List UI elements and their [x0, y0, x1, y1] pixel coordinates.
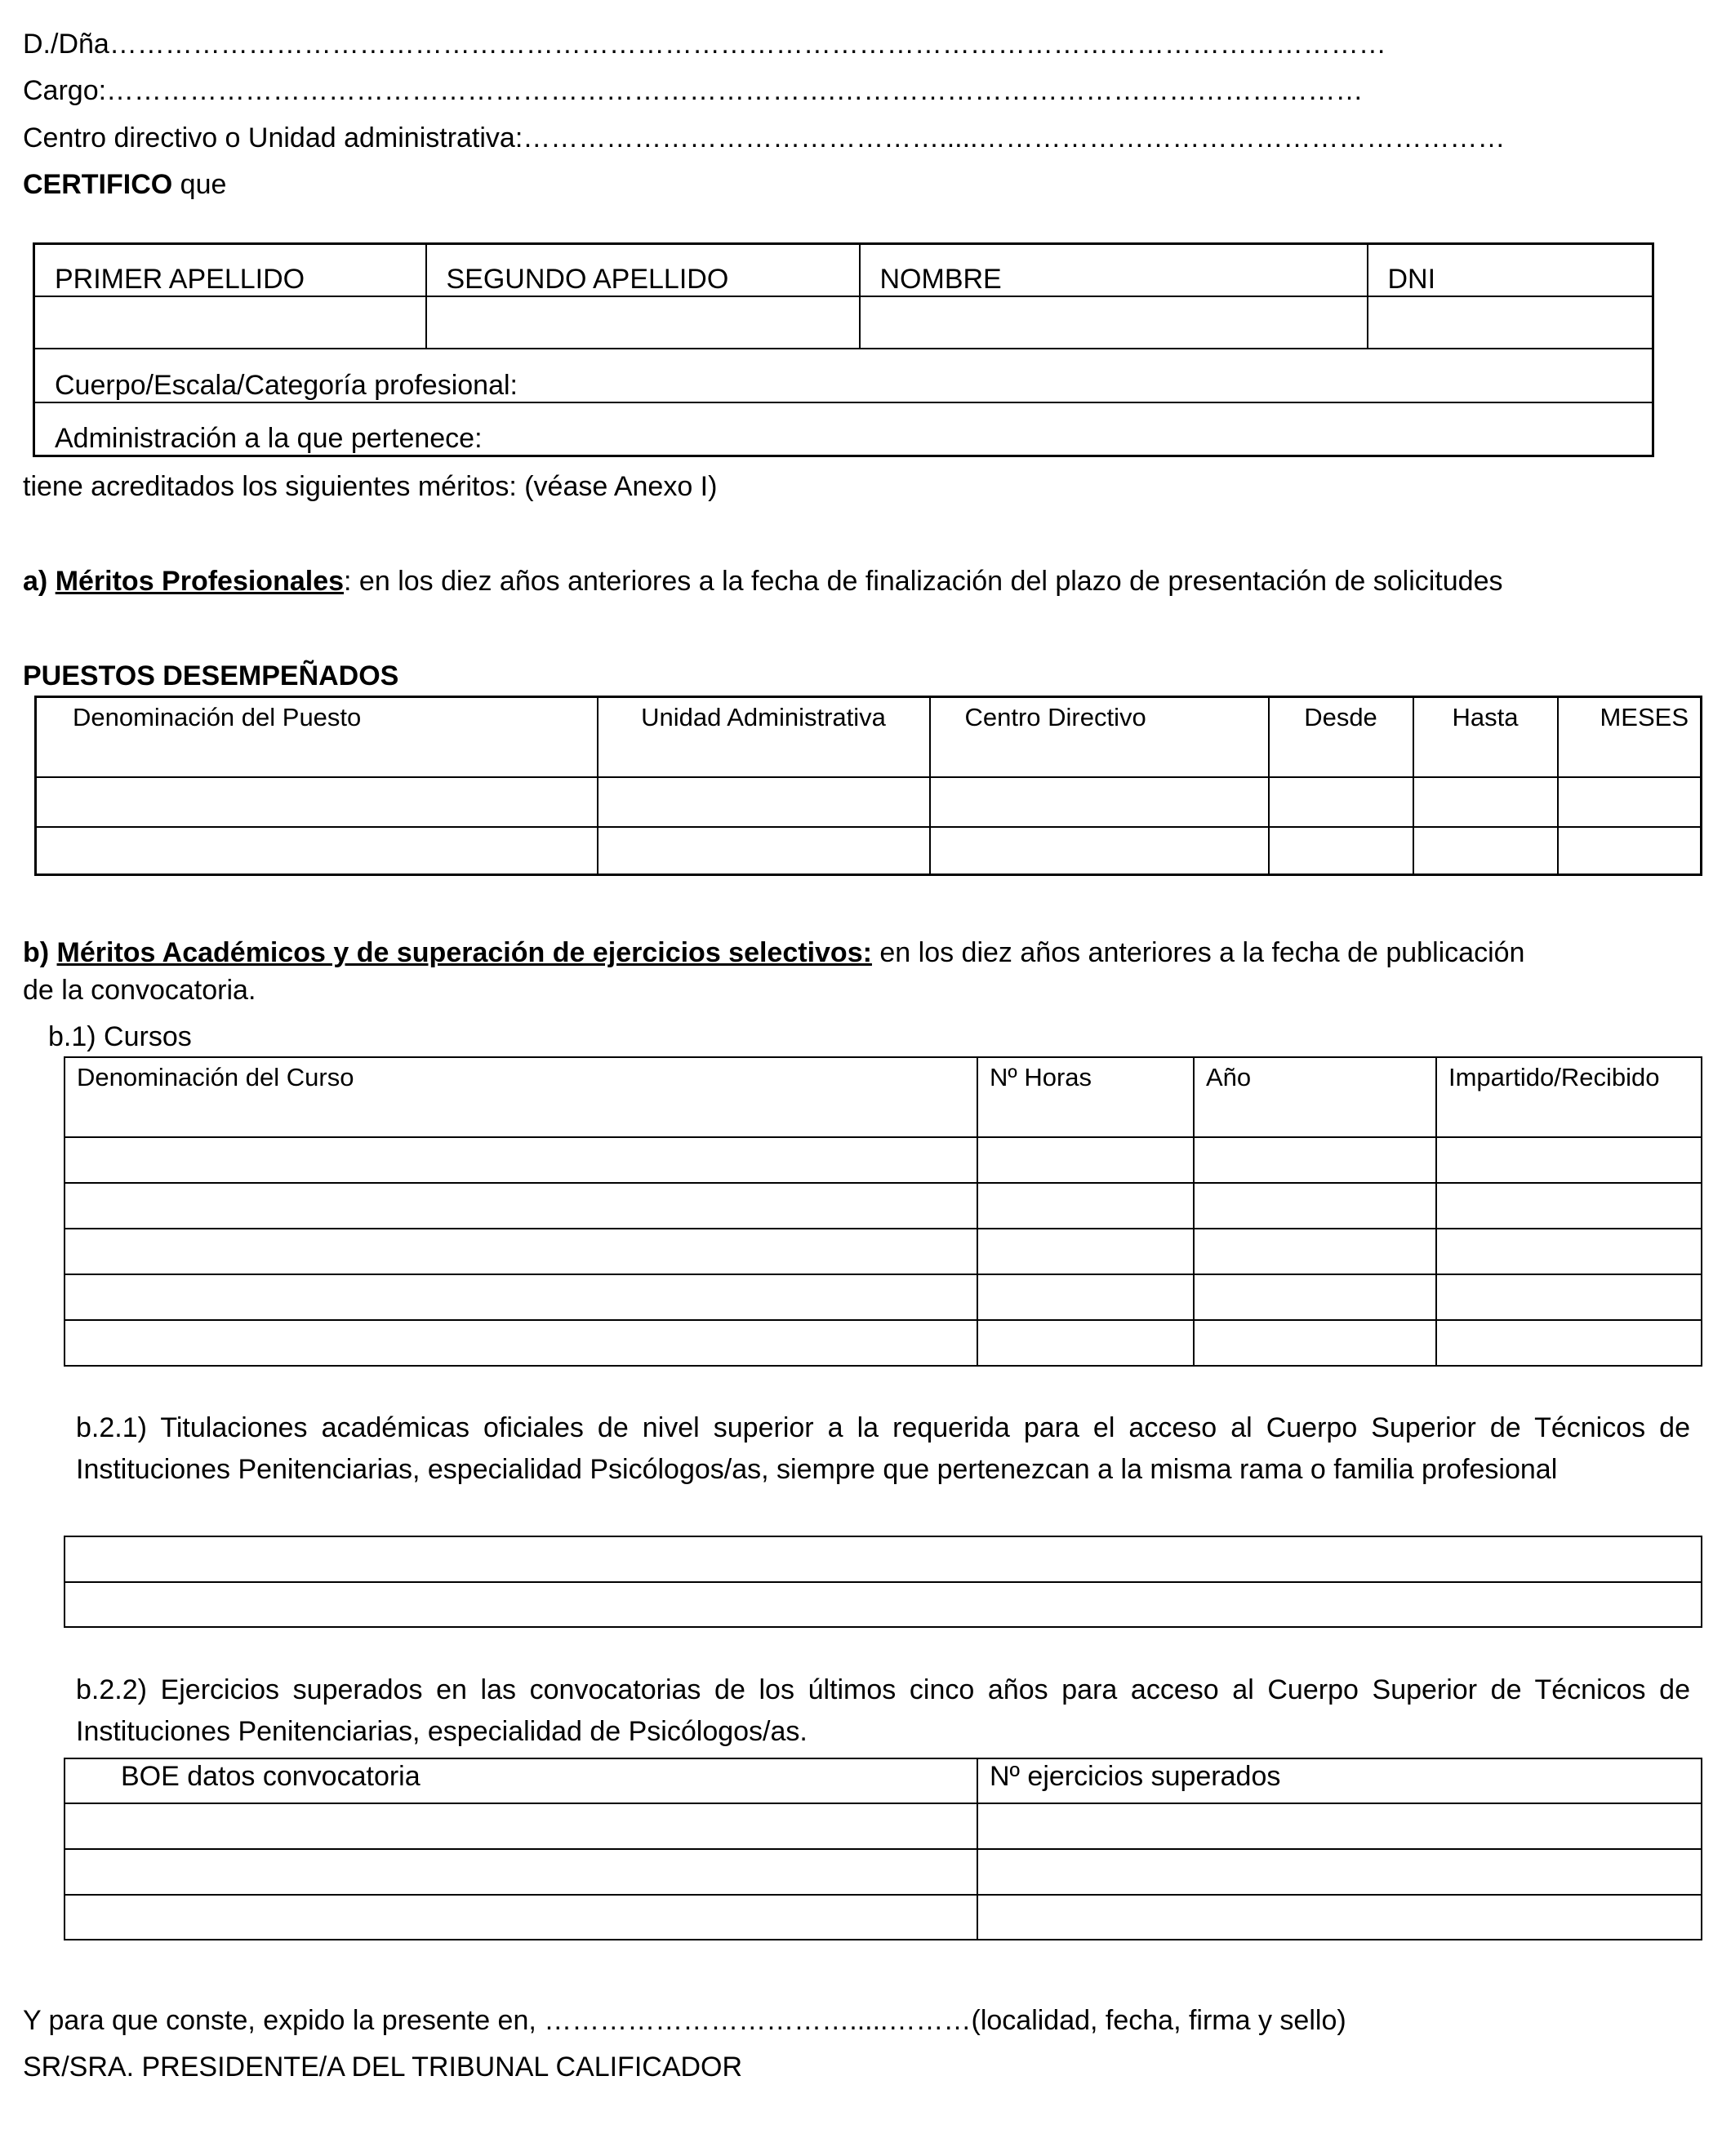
- cell[interactable]: [65, 1320, 977, 1366]
- certifico-label: CERTIFICO: [23, 169, 173, 200]
- table-row: [65, 1320, 1702, 1366]
- cell[interactable]: [65, 1895, 977, 1940]
- cell[interactable]: [1436, 1229, 1702, 1274]
- header-segundo-apellido: SEGUNDO APELLIDO: [426, 244, 860, 296]
- cell[interactable]: [36, 777, 598, 827]
- header-meses: MESES: [1558, 697, 1702, 777]
- header-impartido: Impartido/Recibido: [1436, 1057, 1702, 1137]
- section-a-rest: : en los diez años anteriores a la fecha de finalización del plazo de presentación de solicitudes: [344, 566, 1503, 597]
- cell[interactable]: [1558, 827, 1702, 875]
- header-desde: Desde: [1269, 697, 1413, 777]
- cell[interactable]: [65, 1582, 1702, 1627]
- intro-text: tiene acreditados los siguientes méritos: (véase Anexo I): [23, 471, 718, 502]
- nombre-cell[interactable]: [860, 296, 1368, 349]
- header-hasta: Hasta: [1413, 697, 1558, 777]
- cell[interactable]: [65, 1274, 977, 1320]
- cell[interactable]: [977, 1320, 1194, 1366]
- puestos-title: PUESTOS DESEMPEÑADOS: [23, 660, 399, 691]
- cell[interactable]: [930, 827, 1269, 875]
- cell[interactable]: [1194, 1320, 1436, 1366]
- header-denominacion-curso: Denominación del Curso: [65, 1057, 977, 1137]
- cell[interactable]: [65, 1536, 1702, 1582]
- cell[interactable]: [598, 827, 930, 875]
- table-row: [65, 1582, 1702, 1627]
- cell[interactable]: [977, 1895, 1702, 1940]
- certifico-line: [23, 168, 226, 201]
- cell[interactable]: [65, 1137, 977, 1183]
- cell[interactable]: [1269, 777, 1413, 827]
- ejercicios-table: [64, 1758, 1702, 1940]
- name-line: D./Dña…………………………………………………………………………………………………………………………: [23, 29, 1386, 60]
- table-row: [65, 1895, 1702, 1940]
- table-row: [65, 1229, 1702, 1274]
- cell[interactable]: [65, 1803, 977, 1849]
- cell[interactable]: [1436, 1274, 1702, 1320]
- cell[interactable]: [977, 1274, 1194, 1320]
- administracion-cell[interactable]: Administración a la que pertenece:: [34, 402, 1653, 456]
- header-centro: Centro Directivo: [930, 697, 1269, 777]
- cell[interactable]: [36, 827, 598, 875]
- section-b-prefix: b): [23, 937, 57, 968]
- cell[interactable]: [977, 1803, 1702, 1849]
- centro-line: Centro directivo o Unidad administrativa:……………………………………….....…………………………………………………: [23, 122, 1506, 153]
- destinatario-line: SR/SRA. PRESIDENTE/A DEL TRIBUNAL CALIFICADOR: [23, 2052, 743, 2083]
- table-row: [65, 1274, 1702, 1320]
- section-b-rest: en los diez años anteriores a la fecha de publicación: [871, 937, 1525, 968]
- person-table: [33, 242, 1654, 457]
- cell[interactable]: [930, 777, 1269, 827]
- cuerpo-cell[interactable]: Cuerpo/Escala/Categoría profesional:: [34, 349, 1653, 402]
- section-a-heading: [23, 565, 1502, 598]
- section-b-title: Méritos Académicos y de superación de ejercicios selectivos:: [56, 937, 872, 968]
- cell[interactable]: [977, 1183, 1194, 1229]
- cursos-title: b.1) Cursos: [48, 1021, 192, 1052]
- table-row: [36, 777, 1702, 827]
- header-horas: Nº Horas: [977, 1057, 1194, 1137]
- cell[interactable]: [1413, 777, 1558, 827]
- header-dni: DNI: [1368, 244, 1653, 296]
- cell[interactable]: [1194, 1183, 1436, 1229]
- header-primer-apellido: PRIMER APELLIDO: [34, 244, 426, 296]
- table-row: [36, 827, 1702, 875]
- titulaciones-table: [64, 1536, 1702, 1628]
- section-a-prefix: a): [23, 566, 56, 597]
- cell[interactable]: [65, 1183, 977, 1229]
- cell[interactable]: [65, 1849, 977, 1895]
- cell[interactable]: [1413, 827, 1558, 875]
- primer-apellido-cell[interactable]: [34, 296, 426, 349]
- header-unidad: Unidad Administrativa: [598, 697, 930, 777]
- cell[interactable]: [65, 1229, 977, 1274]
- header-boe: BOE datos convocatoria: [65, 1758, 977, 1803]
- segundo-apellido-cell[interactable]: [426, 296, 860, 349]
- cell[interactable]: [598, 777, 930, 827]
- cell[interactable]: [1194, 1229, 1436, 1274]
- header-anio: Año: [1194, 1057, 1436, 1137]
- cell[interactable]: [977, 1137, 1194, 1183]
- cell[interactable]: [1194, 1274, 1436, 1320]
- b21-text: b.2.1) Titulaciones académicas oficiales de nivel superior a la requerida para el acceso al Cuerpo Superior de Técnicos de Instituciones Penitenciarias, especialidad Psicólogos/as, siempre que pertenezcan a la misma rama o familia profesional: [76, 1412, 1690, 1485]
- header-denominacion-puesto: Denominación del Puesto: [36, 697, 598, 777]
- table-row: [65, 1183, 1702, 1229]
- cell[interactable]: [1436, 1183, 1702, 1229]
- cell[interactable]: [1558, 777, 1702, 827]
- cell[interactable]: [977, 1849, 1702, 1895]
- cargo-line: Cargo:…………………………………………………………………….…………………………………………………: [23, 75, 1364, 106]
- header-ejercicios: Nº ejercicios superados: [977, 1758, 1702, 1803]
- table-row: [65, 1137, 1702, 1183]
- cell[interactable]: [1436, 1320, 1702, 1366]
- table-row: [65, 1803, 1702, 1849]
- table-row: [65, 1849, 1702, 1895]
- cell[interactable]: [977, 1229, 1194, 1274]
- b22-text: b.2.2) Ejercicios superados en las convocatorias de los últimos cinco años para acceso al Cuerpo Superior de Técnicos de Instituciones Penitenciarias, especialidad de Psicólogos/as.: [76, 1674, 1690, 1747]
- dni-cell[interactable]: [1368, 296, 1653, 349]
- section-a-title: Méritos Profesionales: [55, 566, 345, 597]
- section-b-line2: de la convocatoria.: [23, 975, 256, 1006]
- table-row: [65, 1536, 1702, 1582]
- puestos-table: [34, 696, 1702, 876]
- cell[interactable]: [1194, 1137, 1436, 1183]
- cursos-table: [64, 1056, 1702, 1367]
- cell[interactable]: [1269, 827, 1413, 875]
- certifico-rest: que: [172, 169, 227, 200]
- cell[interactable]: [1436, 1137, 1702, 1183]
- expido-line: Y para que conste, expido la presente en, …………………………….....………(localidad, fecha, firma y sello): [23, 2005, 1346, 2036]
- header-nombre: NOMBRE: [860, 244, 1368, 296]
- section-b-heading: [23, 936, 1524, 969]
